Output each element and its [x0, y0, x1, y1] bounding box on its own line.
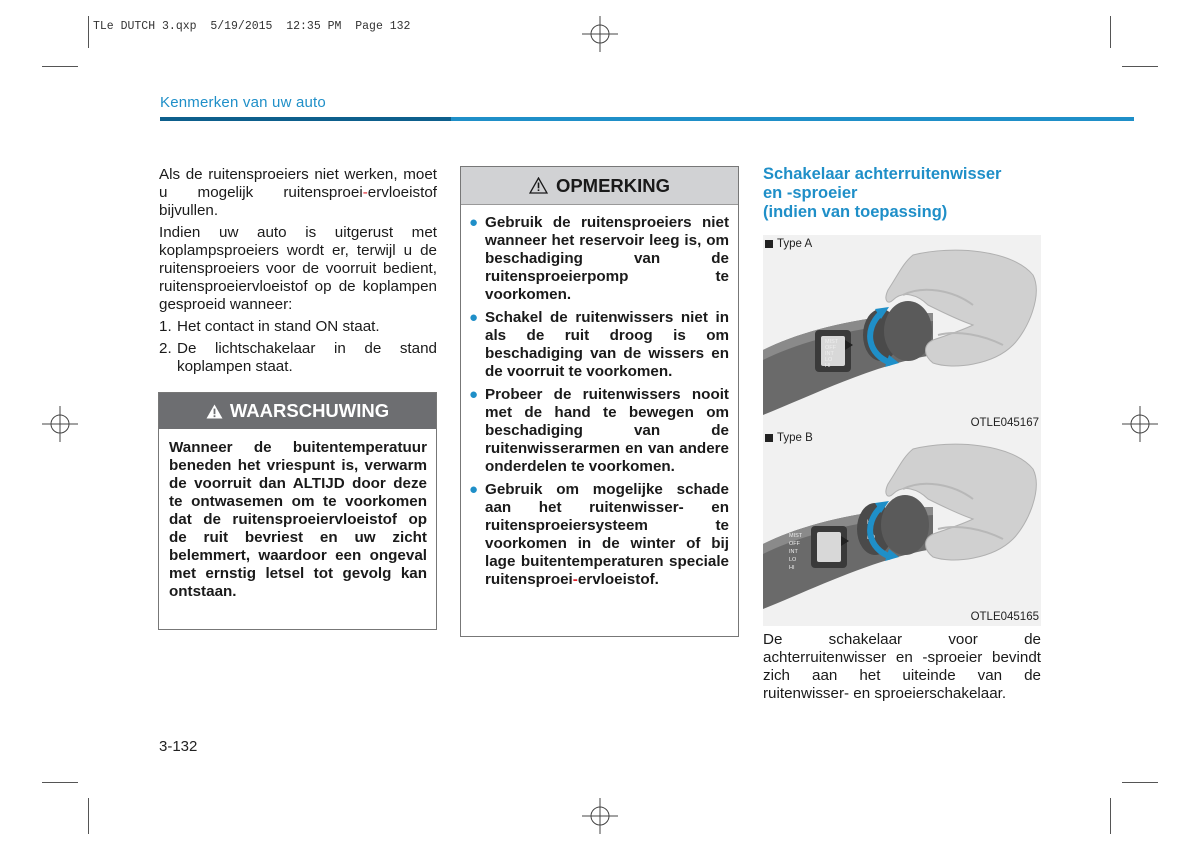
- subsection-title: Schakelaar achterruitenwisser en -sproeier (indien van toepassing): [763, 165, 1002, 221]
- switch-label: MIST: [825, 339, 839, 345]
- crop-mark: [1110, 798, 1111, 834]
- crop-mark: [1110, 16, 1111, 48]
- crop-mark: [1122, 66, 1158, 67]
- section-title: Kenmerken van uw auto: [160, 94, 326, 111]
- warning-box: [158, 392, 437, 630]
- print-slug: TLe DUTCH 3.qxp 5/19/2015 12:35 PM Page 132: [93, 20, 411, 33]
- registration-mark-icon: [582, 16, 618, 52]
- numbered-list: [159, 318, 437, 376]
- bullet-icon: ●: [469, 309, 479, 326]
- figure-type-b: [763, 429, 1041, 626]
- switch-label: INT: [789, 549, 798, 555]
- ring-label: LO: [867, 535, 876, 541]
- crop-mark: [1122, 782, 1158, 783]
- note-item: ● Gebruik de ruitensproeiers niet wanneer het reservoir leeg is, om beschadiging van de ruitensproeierpomp te voorkomen.: [469, 214, 729, 303]
- square-bullet-icon: [765, 434, 773, 442]
- figure-label: Type B: [765, 432, 813, 444]
- note-box: [460, 166, 739, 637]
- wiper-stalk-illustration: [763, 235, 1041, 432]
- page-number: 3-132: [159, 738, 198, 755]
- switch-label: HI: [789, 565, 795, 571]
- figure-type-a: [763, 235, 1041, 432]
- square-bullet-icon: [765, 240, 773, 248]
- warning-triangle-icon: [206, 404, 223, 419]
- switch-label: OFF: [789, 541, 800, 547]
- switch-label: MIST: [789, 533, 803, 539]
- registration-mark-icon: [42, 406, 78, 442]
- warning-text: Wanneer de buitentemperatuur beneden het vriespunt is, verwarm de voorruit dan ALTIJD door deze te ontwasemen om te voorkomen dat de ruitensproeiervloeistof op de ruit bevriest en uw zicht belemmert, waardoor een ongeval met ernstig letsel tot gevolg kan ontstaan.: [169, 439, 427, 600]
- paragraph: Indien uw auto is uitgerust met koplampsproeiers wordt er, terwijl u de ruitensproeiers voor de voorruit bedient, ruitensproeiervloeistof op de koplampen gesproeid wanneer:: [159, 224, 437, 313]
- switch-label: INT: [825, 351, 834, 357]
- caution-triangle-icon: [529, 177, 548, 194]
- figure-code: OTLE045165: [970, 611, 1039, 623]
- note-title: OPMERKING: [555, 174, 671, 196]
- wiper-stalk-illustration: [763, 429, 1041, 626]
- left-column: [159, 166, 437, 376]
- switch-label: LO: [825, 357, 833, 363]
- note-item: ● Gebruik om mogelijke schade aan het ruitenwisser- en ruitensproeiersysteem te voorkomen in de winter of bij lage buitentemperaturen speciale ruitensproei-ervloeistof.: [469, 481, 729, 588]
- crop-mark: [42, 782, 78, 783]
- bullet-icon: ●: [469, 214, 479, 231]
- warning-title: WAARSCHUWING: [229, 400, 390, 421]
- switch-label: LO: [789, 557, 797, 563]
- paragraph: Als de ruitensproeiers niet werken, moet u mogelijk ruitensproei-ervloeistof bijvullen.: [159, 166, 437, 219]
- header-rule: [160, 117, 1134, 121]
- note-list: [461, 205, 738, 589]
- list-item: 2. De lichtschakelaar in de stand koplampen staat.: [159, 340, 437, 375]
- bullet-icon: ●: [469, 386, 479, 403]
- note-item: ● Schakel de ruitenwissers niet in als de ruit droog is om beschadiging van de wissers en de voorruit te voorkomen.: [469, 309, 729, 380]
- ring-label: HI: [867, 520, 873, 526]
- note-item: ● Probeer de ruitenwissers nooit met de hand te bewegen om beschadiging van de ruitenwisserarmen en van andere onderdelen te voorkomen.: [469, 386, 729, 475]
- figure-label: Type A: [765, 238, 812, 250]
- crop-mark: [42, 66, 78, 67]
- registration-mark-icon: [1122, 406, 1158, 442]
- bullet-icon: ●: [469, 481, 479, 498]
- warning-header: [159, 393, 436, 429]
- figure-code: OTLE045167: [970, 417, 1039, 429]
- paragraph: De schakelaar voor de achterruitenwisser en -sproeier bevindt zich aan het uiteinde van de ruitenwisser- en sproeierschakelaar.: [763, 631, 1041, 702]
- switch-label: OFF: [825, 345, 836, 351]
- switch-label: HI: [825, 363, 831, 369]
- crop-mark: [88, 16, 89, 48]
- list-item: 1. Het contact in stand ON staat.: [159, 318, 380, 335]
- registration-mark-icon: [582, 798, 618, 834]
- crop-mark: [88, 798, 89, 834]
- note-header: [461, 167, 738, 205]
